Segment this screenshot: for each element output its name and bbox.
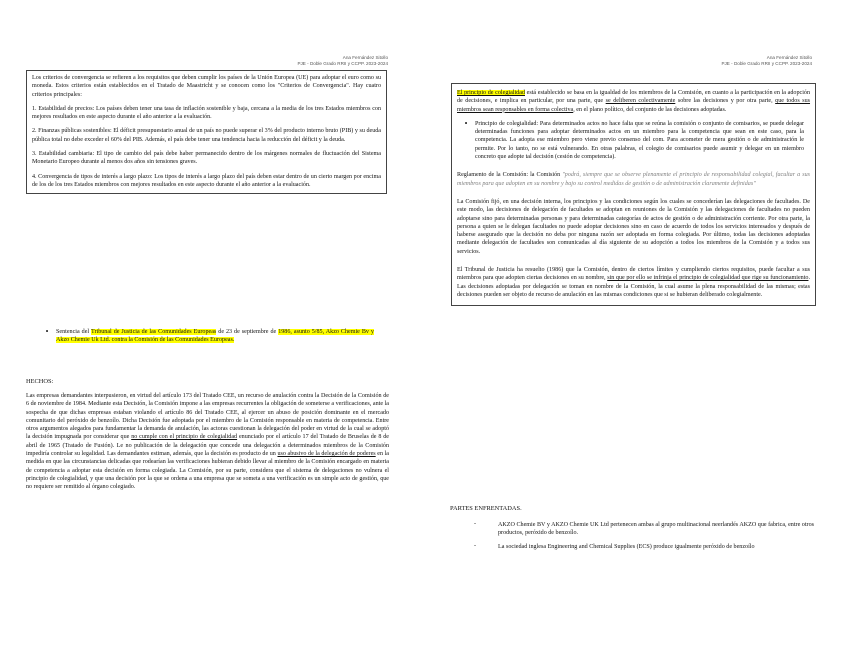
section-title-partes: PARTES ENFRENTADAS. [450,505,522,512]
collegiality-underline-2: que todos sus miembros sean responsables en forma colectiva [457,98,811,113]
commission-paragraph: La Comisión fijó, en una decisión interna, los principios y las condiciones según los cuales se concederían las delegaciones de facultades. De este modo, las decisiones de delegación de facultades se adoptan en reuniones de la Comisión y las delegaciones de facultades no pueden adoptarse sino para determinadas personas y para determinadas categorías de actos de gestión o de administración corriente. Por otra parte, la persona a quien se le delegan facultades no puede adoptar decisiones sino en caso de acuerdo de todos los servicios interesados y después de haberse asegurado que la decisión no deba por ninguna razón ser adoptada en forma colegiada. Por último, todas las decisiones adoptadas mediante delegación de facultades son comunicadas al día siguiente de su adopción a todos los miembros de la Comisión y a todos sus servicios. [457,198,810,255]
hechos-underline-2: uso abusivo de la delegación de poderes [277,451,376,458]
hechos-text-1: Las empresas demandantes interpusieron, en virtud del artículo 173 del Tratado CEE, un recurso de anulación contra la Decisión de la Comisión de 6 de noviembre de 1984. Mediante esta Decisión, la Comisión impone a las empresas recurrentes la obligación de someterse a verificaciones, ante la sospecha de que dichas empresas estaban violando el artículo 86 del Tratado CEE, al ejercer un abuso de posición dominante en el mercado comunitario del peróxido de benzoílo. Dicha Decisión fue adoptada por el miembro de la Comisión responsable en materia de competencia. Entre otros argumentos alegados para fundamentar la demanda de anulación, las actoras cuestionan la delegación del poder en virtud de la cual se adoptó la decisión impugnada por considerar que [26,393,389,441]
party-1: AKZO Chemie BV y AKZO Chemie UK Ltd pertenecen ambas al grupo multinacional neerlandés AKZO que fabrica, entre otros productos, peróxido de benzoílo. [498,522,814,537]
regulation-label: Reglamento de la Comisión: la Comisión [457,172,563,179]
party-2: La sociedad inglesa Engineering and Chemical Supplies (ECS) produce igualmente peróxido de benzoílo [498,543,755,550]
collegiality-text-1: está establecido se basa en la igualdad de los miembros de la Comisión, en cuanto a la participación en la adopción de decisiones, e implica en particular, por una parte, que [457,90,810,105]
section-title-hechos: HECHOS: [26,378,54,385]
list-item [474,521,814,538]
tribunal-paragraph [457,266,810,299]
collegiality-text-3: , en el plano político, del conjunto de las decisiones adoptadas. [573,106,727,113]
sentence-prefix: Sentencia del [56,329,91,335]
hechos-underline-1: no cumple con el principio de colegialidad [131,434,238,441]
collegiality-box [451,83,816,306]
dash-bullet-icon: - [474,542,477,549]
document-page-right [424,0,848,655]
hechos-text-3: en la medida en que las circunstancias delicadas que rodearían las verificaciones hubieran debido llevar al miembro de la Comisión encargado en materia de competencia a adoptar esta decisión en forma colegiada. La Comisión, por su parte, considera que el sistema de delegaciones no vulnera el principio de colegialidad, y que una decisión por la que se ordena a una empresa que se someta a una verificación es un simple acto de gestión, que no requiere ser remitido al órgano colegiado. [26,451,390,491]
bullet-icon: • [45,327,49,336]
dash-bullet-icon: - [474,521,477,527]
regulation-paragraph [457,171,810,188]
case-highlight: 1986, asunto 5/85, Akzo Chemie Bv y Akzo Chemie Uk Ltd. contra la Comisión de las Comunidades Europeas. [56,329,374,344]
collegiality-bullet-text: Principio de colegialidad: Para determinados actos no hace falta que se reúna la comisión o conjunto de comisarios, se puede delegar determinadas funciones para adoptar determinados actos en un miembro para la competencia que sean en este caso, para la competencia. La adopta ese miembro pero viene previo consenso del com. Para acometer de mera gestión o de administración le permite. Por lo tanto, no se está vulnerando. En otras palabras, el colegio de comisarios puede asumir y delegar en un miembro concreto que adopte tal decisión (cesión de competencia). [475,120,804,161]
tribunal-text-1: El Tribunal de Justicia ha resuelto (1986) que la Comisión, dentro de ciertos límites y cumpliendo ciertos requisitos, puede facultar a sus miembros para que adopten ciertas decisiones en su nombre, [457,267,810,282]
list-item [474,543,814,551]
convergence-criteria-box [26,70,387,194]
collegiality-bullet-item [457,120,810,161]
criterion-2: 2. Finanzas públicas sostenibles: El déficit presupuestario anual de un país no puede superar el 3% del producto interno bruto (PIB) y su deuda pública total no debe exceder el 60% del PIB. Además, el país debe tener una tendencia hacia la reducción del déficit y la deuda. [32,128,381,143]
header-author: Ana Fernández Sitollo [342,55,388,60]
parties-list [474,521,814,556]
sentence-reference [56,328,380,345]
criteria-intro: Los criterios de convergencia se refieren a los requisitos que deben cumplir los países de la Unión Europea (UE) para adoptar el euro como su moneda. Estos criterios están establecidos en el Tratado de Maastricht y se conocen como los "Criterios de Convergencia". Hay cuatro criterios principales: [32,75,381,98]
page-header [721,55,812,67]
sentence-date: de 23 de septiembre de [216,329,279,335]
bullet-icon: • [464,118,468,128]
collegiality-text-2: sobre las decisiones y por otra parte, [675,98,776,105]
court-name-highlight: Tribunal de Justicia de las Comunidades Europeas [90,329,217,335]
tribunal-underline: sin que por ello se infrinja el principio de colegialidad que rige su funcionamiento [607,275,809,282]
header-author: Ana Fernández Sitollo [766,55,812,60]
collegiality-underline-1: se deliberen colectivamente [605,98,676,105]
page-header [297,55,388,67]
header-course: PJE - Doble Grado RRII y CCPP. 2023-2024 [721,61,812,66]
criterion-1: 1. Estabilidad de precios: Los países deben tener una tasa de inflación sostenible y baja, cercana a la media de los tres Estados miembros con mejores resultados en este aspecto durante el año anterior a la evaluación. [32,105,381,121]
header-course: PJE - Doble Grado RRII y CCPP. 2023-2024 [297,61,388,66]
collegiality-highlight: El principio de colegialidad [457,90,525,96]
regulation-quote: "podrá, siempre que se observe plenamente el principio de responsabilidad colegial, facultar a sus miembros para que adopten en su nombre y bajo su control medidas de gestión o de administración claramente definidas" [457,172,810,187]
hechos-text-2: enunciado por el artículo 17 del Tratado de Bruselas de 8 de abril de 1965 (Tratado de Fusión). Le no publicación de la delegación que concede una delegación a determinados miembros de la Comisión impediría controlar su legalidad. Las demandantes estiman, además, que la decisión es producto de un [26,434,389,458]
sentence-list-item [38,328,380,345]
collegiality-paragraph [457,89,810,114]
tribunal-text-2: . Las decisiones adoptadas por delegación se toman en nombre de la Comisión, la cual asume la plena responsabilidad de las mismas; estas decisiones pueden ser objeto de recurso de anulación en las mismas condiciones que si se hubieran deliberado colegialmente. [457,275,810,298]
hechos-paragraph [26,392,389,492]
criterion-4: 4. Convergencia de tipos de interés a largo plazo: Los tipos de interés a largo plazo del país deben estar dentro de un cierto margen por encima de los de los tres Estados miembros con mejores resultados en este aspecto durante el año anterior a la evaluación. [32,173,381,188]
criterion-3: 3. Estabilidad cambiaria: El tipo de cambio del país debe haber permanecido dentro de los márgenes normales de fluctuación del Sistema Monetario Europeo durante al menos dos años sin tensiones graves. [32,151,381,166]
